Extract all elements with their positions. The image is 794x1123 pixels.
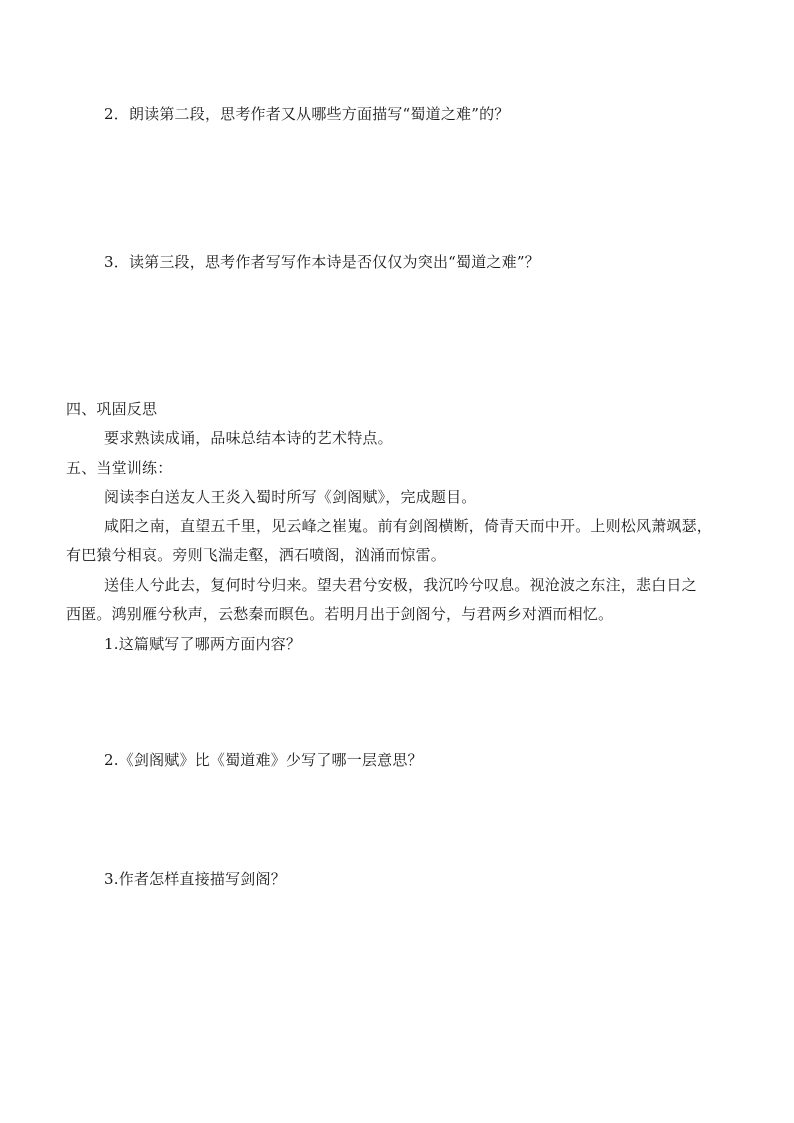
exercise-intro: 阅读李白送友人王炎入蜀时所写《剑阁赋》，完成题目。	[104, 488, 477, 506]
passage-paragraph-1-line-2: 有巴猿兮相哀。旁则飞湍走壑，洒石喷阁，汹涌而惊雷。	[66, 546, 447, 564]
question-2-second-stanza: 2．朗读第二段，思考作者又从哪些方面描写“蜀道之难”的？	[104, 105, 510, 123]
section-4-requirement: 要求熟读成诵，品味总结本诗的艺术特点。	[104, 429, 393, 447]
passage-paragraph-2-line-1: 送佳人兮此去，复何时兮归来。望夫君兮安极，我沉吟兮叹息。视沧波之东注，悲白日之	[104, 576, 697, 594]
question-3-third-stanza: 3．读第三段，思考作者写写作本诗是否仅仅为突出“蜀道之难”？	[104, 253, 540, 271]
passage-paragraph-1-line-1: 咸阳之南，直望五千里，见云峰之崔嵬。前有剑阁横断，倚青天而中开。上则松风萧飒瑟，	[104, 517, 713, 535]
exercise-question-3: 3.作者怎样直接描写剑阁？	[104, 870, 286, 888]
exercise-question-2: 2.《剑阁赋》比《蜀道难》少写了哪一层意思？	[104, 751, 423, 769]
passage-paragraph-2-line-2: 西匿。鸿别雁兮秋声，云愁秦而瞑色。若明月出于剑阁兮，与君两乡对酒而相忆。	[66, 605, 614, 623]
section-4-heading: 四、巩固反思	[66, 400, 158, 418]
exercise-question-1: 1.这篇赋写了哪两方面内容？	[104, 635, 302, 653]
section-5-heading: 五、当堂训练：	[66, 459, 173, 477]
